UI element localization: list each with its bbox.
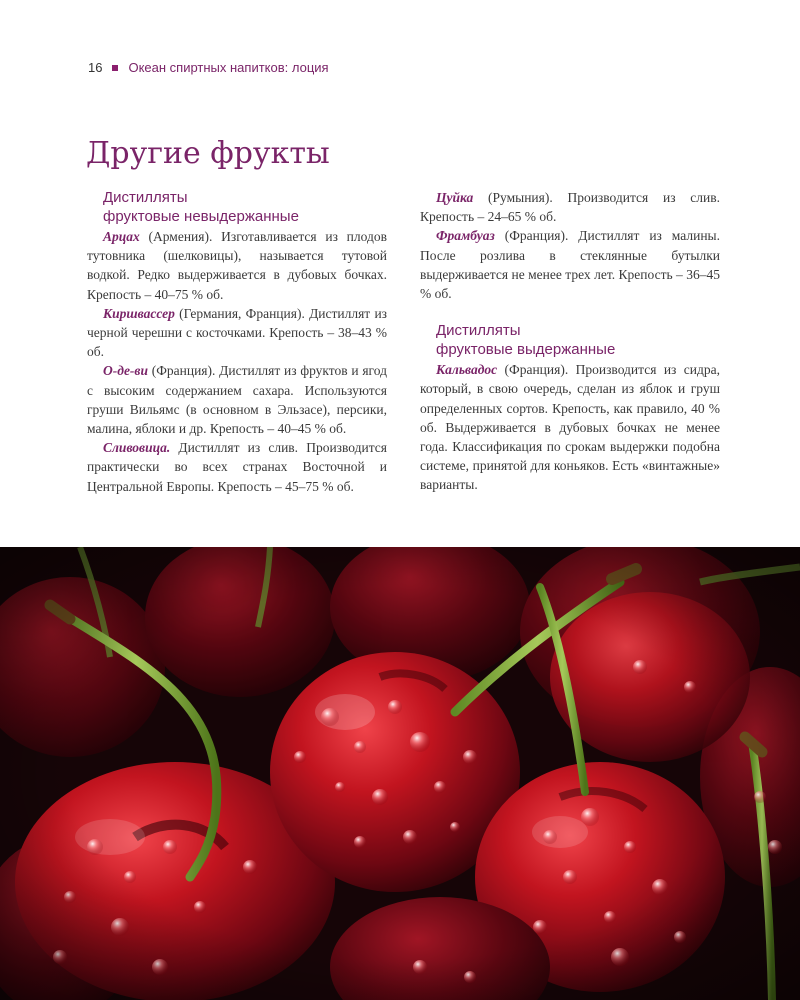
entry bbox=[420, 188, 720, 226]
entry-text: Дистиллят из слив. Производится практически во всех странах Восточной и Центральной Европы. Крепость – 45–75 % об. bbox=[87, 440, 387, 494]
text-column-left bbox=[87, 188, 387, 496]
cherries-photo bbox=[0, 547, 800, 1000]
book-title: Океан спиртных напитков: лоция bbox=[128, 60, 329, 75]
entry-term: О-де-ви bbox=[103, 363, 148, 379]
page-title: Другие фрукты bbox=[86, 136, 330, 171]
section-heading: Дистилляты фруктовые невыдержанные bbox=[103, 189, 299, 225]
section-heading: Дистилляты фруктовые выдержанные bbox=[436, 322, 616, 359]
entry-text: (Франция). Производится из сидра, который, в свою очередь, сделан из яблок и груш определенных сортов. Крепость, как правило, 40 % об. Выдерживается в дубовых бочках не менее года. Классификация по срокам выдержки подобна системе, принятой для коньяков. Есть «винтажные» варианты. bbox=[420, 362, 720, 493]
entry bbox=[87, 438, 387, 496]
text-column-right bbox=[420, 188, 720, 495]
entry bbox=[420, 226, 720, 303]
entry-term: Фрамбуаз bbox=[436, 228, 495, 244]
bullet-square-icon bbox=[112, 65, 118, 71]
entry-text: (Румыния). Производится из слив. Крепость – 24–65 % об. bbox=[420, 190, 720, 225]
entry-term: Арцах bbox=[103, 229, 140, 244]
entry-text: (Германия, Франция). Дистиллят из черной черешни с косточками. Крепость – 38–43 % об. bbox=[87, 305, 387, 360]
entry-text: (Франция). Дистиллят из фруктов и ягод с высоким содержанием сахара. Используются груши Вильямс (в основном в Эльзасе), персики, малина, яблоки и др. Крепость – 40–45 % об. bbox=[87, 363, 387, 437]
entry-term: Цуйка bbox=[436, 190, 474, 205]
entry-text: (Франция). Дистиллят из малины. После розлива в стеклянные бутылки выдерживается не менее трех лет. Крепость – 36–45 % об. bbox=[420, 228, 720, 302]
entry bbox=[420, 360, 720, 494]
entry bbox=[87, 304, 387, 362]
entry-term: Кальвадос bbox=[436, 362, 498, 378]
entry-term: Сливовица. bbox=[103, 440, 171, 456]
entry bbox=[87, 227, 387, 304]
running-head bbox=[88, 60, 329, 75]
entry-text: (Армения). Изготавливается из плодов тутовника (шелковицы), называется тутовой водкой. Редко выдерживается в дубовых бочках. Крепость – 40–75 % об. bbox=[87, 229, 387, 302]
page-number: 16 bbox=[88, 60, 103, 75]
entry bbox=[87, 361, 387, 438]
entry-term: Киршвассер bbox=[103, 305, 175, 321]
